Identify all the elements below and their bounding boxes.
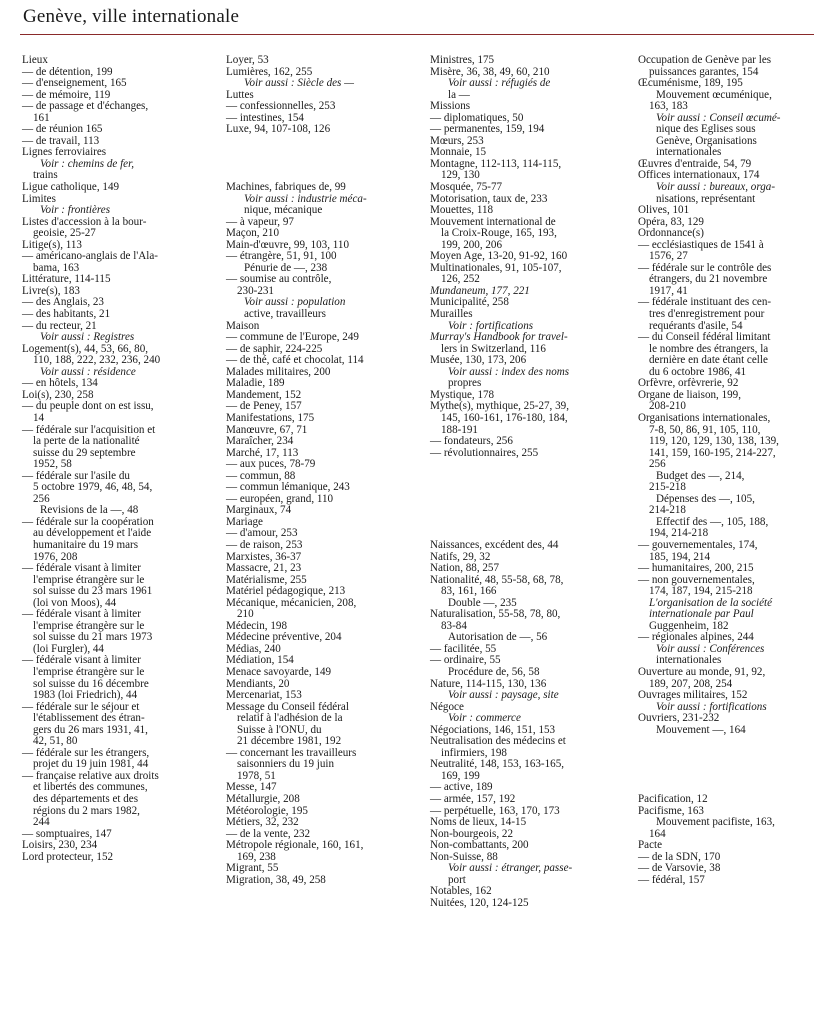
blank-line (638, 759, 824, 771)
index-entry: Organisations internationales, (638, 411, 771, 424)
index-subentry: 141, 159, 160-195, 214-227, (649, 446, 776, 459)
index-subentry: 169, 199 (441, 769, 480, 782)
index-entry: — fédérale sur le contrôle des (638, 261, 772, 274)
index-entry: Maladie, 189 (226, 377, 285, 390)
header-divider (20, 34, 814, 35)
index-subentry: projet du 19 juin 1981, 44 (33, 758, 149, 771)
index-entry: — de réunion 165 (22, 123, 103, 136)
index-entry: Négociations, 146, 151, 153 (430, 723, 556, 736)
blank-line (638, 771, 824, 783)
index-entry: — gouvernementales, 174, (638, 538, 758, 551)
index-entry: Musée, 130, 173, 206 (430, 354, 527, 367)
index-subentry: 161 (33, 111, 50, 124)
index-subentry: 185, 194, 214 (649, 550, 711, 563)
index-entry: — du peuple dont on est issu, (22, 400, 154, 413)
index-subentry: Mouvement œcuménique, (656, 88, 772, 101)
blank-line (226, 159, 416, 171)
index-entry: Non-bourgeois, 22 (430, 827, 513, 840)
index-subentry: 215-218 (649, 481, 686, 494)
index-entry: Natifs, 29, 32 (430, 550, 491, 563)
index-entry: — intestines, 154 (226, 111, 304, 124)
index-entry: Naturalisation, 55-58, 78, 80, (430, 608, 561, 621)
index-entry: — de Peney, 157 (226, 400, 302, 413)
index-entry: Maison (226, 319, 260, 332)
index-subentry: Mouvement —, 164 (656, 723, 746, 736)
index-entry: Malades militaires, 200 (226, 365, 331, 378)
index-entry: — fédérale visant à limiter (22, 562, 141, 575)
index-subentry: Revisions de la —, 48 (40, 504, 139, 517)
index-entry: Maraîcher, 234 (226, 435, 294, 448)
blank-line (430, 494, 620, 506)
index-entry: — étrangère, 51, 91, 100 (226, 250, 337, 263)
index-entry: Matérialisme, 255 (226, 573, 307, 586)
index-entry: Mercenariat, 153 (226, 689, 302, 702)
index-subentry: 1976, 208 (33, 550, 78, 563)
index-entry: — humanitaires, 200, 215 (638, 562, 754, 575)
index-entry: Orfèvre, orfèvrerie, 92 (638, 377, 739, 390)
index-entry: Listes d'accession à la bour- (22, 215, 147, 228)
index-subentry: Voir aussi : population (244, 296, 346, 309)
index-entry: — de travail, 113 (22, 134, 100, 147)
index-subentry: l'emprise étrangère sur le (33, 665, 145, 678)
index-entry: Mendiants, 20 (226, 677, 290, 690)
index-entry: Œuvres d'entraide, 54, 79 (638, 157, 752, 170)
index-entry: Municipalité, 258 (430, 296, 509, 309)
index-entry: Marxistes, 36-37 (226, 550, 302, 563)
index-subentry: la perte de la nationalité (33, 435, 140, 448)
index-subentry: 256 (649, 458, 666, 471)
blank-line (226, 136, 416, 148)
index-subentry: Voir aussi : industrie méca- (244, 192, 367, 205)
blank-line (638, 748, 824, 760)
index-subentry: 230-231 (237, 284, 274, 297)
index-subentry: trains (33, 169, 58, 182)
index-entry: Marché, 17, 113 (226, 446, 299, 459)
index-entry: Mariage (226, 515, 263, 528)
blank-line (638, 736, 824, 748)
index-subentry: gers du 26 mars 1931, 41, (33, 723, 148, 736)
index-subentry: Voir aussi : étranger, passe- (448, 862, 573, 875)
index-entry: Ordonnance(s) (638, 227, 704, 240)
index-subentry: la — (448, 88, 470, 101)
index-subentry: puissances garantes, 154 (649, 65, 759, 78)
index-entry: Métropole régionale, 160, 161, (226, 839, 364, 852)
index-subentry: sol suisse du 16 décembre (33, 677, 149, 690)
index-subentry: bama, 163 (33, 261, 80, 274)
index-entry: Montagne, 112-113, 114-115, (430, 157, 562, 170)
index-subentry: 83-84 (441, 619, 467, 632)
index-entry: — facilitée, 55 (430, 642, 497, 655)
index-entry: Ouverture au monde, 91, 92, (638, 665, 766, 678)
index-subentry: 208-210 (649, 400, 686, 413)
index-entry: Luttes (226, 88, 254, 101)
index-entry: Loi(s), 230, 258 (22, 388, 94, 401)
index-subentry: geoisie, 25-27 (33, 227, 96, 240)
index-subentry: 199, 200, 206 (441, 238, 503, 251)
index-entry: Pacifisme, 163 (638, 804, 704, 817)
index-entry: — européen, grand, 110 (226, 492, 334, 505)
index-entry: Migration, 38, 49, 258 (226, 873, 326, 886)
index-subentry: Guggenheim, 182 (649, 619, 729, 632)
index-subentry: Autorisation de —, 56 (448, 631, 548, 644)
index-entry: — de la SDN, 170 (638, 850, 721, 863)
index-entry: — active, 189 (430, 781, 493, 794)
index-entry: Nationalité, 48, 55-58, 68, 78, (430, 573, 564, 586)
index-entry: — fédérale sur la coopération (22, 515, 154, 528)
index-entry: Littérature, 114-115 (22, 273, 111, 286)
blank-line (430, 482, 620, 494)
index-entry: Mandement, 152 (226, 388, 302, 401)
index-subentry: Double —, 235 (448, 596, 517, 609)
index-entry: Mécanique, mécanicien, 208, (226, 596, 357, 609)
index-subentry: le nombre des étrangers, la (649, 342, 769, 355)
index-subentry: port (448, 873, 466, 886)
index-entry: Murailles (430, 308, 473, 321)
index-subentry: humanitaire du 19 mars (33, 538, 139, 551)
index-entry: Négoce (430, 700, 464, 713)
index-subentry: 126, 252 (441, 273, 480, 286)
index-entry: Missions (430, 100, 471, 113)
blank-line (430, 459, 620, 471)
index-entry: — fédérale sur le séjour et (22, 700, 140, 713)
index-subentry: 188-191 (441, 423, 478, 436)
index-subentry: Mouvement pacifiste, 163, (656, 816, 775, 829)
index-subentry: Voir aussi : résidence (40, 365, 136, 378)
index-entry: — française relative aux droits (22, 769, 159, 782)
index-subentry: sol suisse du 21 mars 1973 (33, 631, 153, 644)
index-entry: Murray's Handbook for travel- (430, 331, 568, 344)
index-entry: Luxe, 94, 107-108, 126 (226, 123, 331, 136)
index-entry: Misère, 36, 38, 49, 60, 210 (430, 65, 550, 78)
index-entry: Non-combattants, 200 (430, 839, 529, 852)
index-subentry: 119, 120, 129, 130, 138, 139, (649, 435, 779, 448)
index-entry: Monnaie, 15 (430, 146, 487, 159)
index-entry: Ouvrages militaires, 152 (638, 689, 748, 702)
index-subentry: saisonniers du 19 juin (237, 758, 335, 771)
index-column-4 (638, 55, 824, 886)
index-subentry: requérants d'asile, 54 (649, 319, 743, 332)
index-subentry: Pénurie de —, 238 (244, 261, 328, 274)
index-entry: Message du Conseil fédéral (226, 700, 349, 713)
index-subentry: 1576, 27 (649, 250, 688, 263)
index-subentry: (loi von Moos), 44 (33, 596, 117, 609)
index-subentry: Voir aussi : réfugiés de (448, 77, 551, 90)
index-subentry: dernière en date étant celle (649, 354, 768, 367)
index-entry: Olives, 101 (638, 204, 690, 217)
index-subentry: internationales (656, 146, 722, 159)
index-entry: Métiers, 32, 232 (226, 816, 299, 829)
index-subentry: et libertés des communes, (33, 781, 148, 794)
index-entry: Maçon, 210 (226, 227, 279, 240)
index-entry: — régionales alpines, 244 (638, 631, 754, 644)
index-subentry: l'établissement des étran- (33, 712, 145, 725)
index-entry: Manœuvre, 67, 71 (226, 423, 308, 436)
index-subentry: Budget des —, 214, (656, 469, 745, 482)
index-entry: — fédérale sur l'asile du (22, 469, 130, 482)
index-column-1 (22, 55, 212, 863)
index-entry: Mouettes, 118 (430, 204, 494, 217)
index-entry: — commun lémanique, 243 (226, 481, 350, 494)
index-entry: Médiation, 154 (226, 654, 294, 667)
index-column-3 (430, 55, 620, 909)
index-entry: Neutralisation des médecins et (430, 735, 566, 748)
index-entry: Lord protecteur, 152 (22, 850, 114, 863)
page-header (23, 6, 239, 28)
index-entry: — de passage et d'échanges, (22, 100, 149, 113)
index-subentry: régions du 2 mars 1982, (33, 804, 140, 817)
index-entry: Nuitées, 120, 124-125 (430, 896, 529, 909)
index-subentry: 145, 160-161, 176-180, 184, (441, 411, 568, 424)
index-entry: — d'amour, 253 (226, 527, 298, 540)
index-entry: — du recteur, 21 (22, 319, 97, 332)
index-subentry: 42, 51, 80 (33, 735, 78, 748)
index-entry: Nation, 88, 257 (430, 562, 500, 575)
index-entry: Messe, 147 (226, 781, 277, 794)
index-subentry: nique, mécanique (244, 204, 323, 217)
index-subentry: lers in Switzerland, 116 (441, 342, 546, 355)
blank-line (430, 471, 620, 483)
index-subentry: Voir : chemins de fer, (40, 157, 134, 170)
index-entry: — diplomatiques, 50 (430, 111, 524, 124)
index-subentry: sol suisse du 23 mars 1961 (33, 585, 153, 598)
index-entry: — non gouvernementales, (638, 573, 755, 586)
index-entry: Mœurs, 253 (430, 134, 484, 147)
index-entry: — à vapeur, 97 (226, 215, 294, 228)
index-subentry: 256 (33, 492, 50, 505)
index-entry: — fédérale sur les étrangers, (22, 746, 150, 759)
index-entry: Occupation de Genève par les (638, 54, 772, 66)
index-entry: — fédérale sur l'acquisition et (22, 423, 156, 436)
index-entry: — de raison, 253 (226, 538, 303, 551)
index-subentry: suisse du 29 septembre (33, 446, 136, 459)
index-entry: Météorologie, 195 (226, 804, 308, 817)
index-subentry: propres (448, 377, 482, 390)
index-entry: — en hôtels, 134 (22, 377, 98, 390)
index-entry: — permanentes, 159, 194 (430, 123, 545, 136)
index-subentry: 1917, 41 (649, 284, 688, 297)
index-subentry: Procédure de, 56, 58 (448, 665, 540, 678)
index-subentry: Voir aussi : Conférences (656, 642, 765, 655)
index-subentry: du 6 octobre 1986, 41 (649, 365, 747, 378)
index-entry: — fédérale visant à limiter (22, 654, 141, 667)
index-entry: Médecine préventive, 204 (226, 631, 342, 644)
index-entry: Mystique, 178 (430, 388, 495, 401)
index-subentry: Suisse à l'ONU, du (237, 723, 322, 736)
index-entry: — révolutionnaires, 255 (430, 446, 539, 459)
index-entry: — soumise au contrôle, (226, 273, 332, 286)
index-subentry: L'organisation de la société (649, 596, 773, 609)
index-entry: Mundaneum, 177, 221 (430, 284, 530, 297)
index-entry: Organe de liaison, 199, (638, 388, 742, 401)
index-entry: Menace savoyarde, 149 (226, 665, 332, 678)
index-entry: Médecin, 198 (226, 619, 287, 632)
index-entry: Main-d'œuvre, 99, 103, 110 (226, 238, 349, 251)
index-subentry: des départements et des (33, 793, 139, 805)
index-subentry: 129, 130 (441, 169, 480, 182)
index-subentry: Dépenses des —, 105, (656, 492, 755, 505)
index-subentry: 164 (649, 827, 666, 840)
index-subentry: 1978, 51 (237, 769, 276, 782)
index-entry: — de détention, 199 (22, 65, 113, 78)
index-entry: Naissances, excédent des, 44 (430, 538, 559, 551)
index-entry: — ecclésiastiques de 1541 à (638, 238, 764, 251)
index-entry: Litige(s), 113 (22, 238, 82, 251)
index-subentry: Voir aussi : paysage, site (448, 689, 559, 702)
index-subentry: Voir : commerce (448, 712, 521, 725)
index-subentry: l'emprise étrangère sur le (33, 573, 145, 586)
index-entry: Métallurgie, 208 (226, 793, 300, 805)
index-subentry: 194, 214-218 (649, 527, 709, 540)
index-subentry: Voir aussi : bureaux, orga- (656, 181, 776, 194)
index-subentry: Genève, Organisations (656, 134, 757, 147)
index-entry: Lumières, 162, 255 (226, 65, 313, 78)
index-subentry: 1983 (loi Friedrich), 44 (33, 689, 138, 702)
index-subentry: Voir aussi : Registres (40, 331, 135, 344)
index-entry: Massacre, 21, 23 (226, 562, 302, 575)
index-subentry: 7-8, 50, 86, 91, 105, 110, (649, 423, 761, 436)
index-entry: Mosquée, 75-77 (430, 181, 503, 194)
index-subentry: tres d'enregistrement pour (649, 308, 765, 321)
index-entry: Opéra, 83, 129 (638, 215, 704, 228)
index-subentry: Voir aussi : Siècle des — (244, 77, 354, 90)
index-entry: Motorisation, taux de, 233 (430, 192, 548, 205)
blank-line (430, 505, 620, 517)
index-entry: Marginaux, 74 (226, 504, 292, 517)
index-entry: Machines, fabriques de, 99 (226, 181, 346, 194)
index-entry: Médias, 240 (226, 642, 281, 655)
index-entry: — armée, 157, 192 (430, 793, 516, 805)
index-subentry: Voir aussi : Conseil œcumé- (656, 111, 781, 124)
index-entry: — de la vente, 232 (226, 827, 311, 840)
index-entry: Non-Suisse, 88 (430, 850, 498, 863)
index-subentry: étrangers, du 21 novembre (649, 273, 768, 286)
index-entry: — de mémoire, 119 (22, 88, 111, 101)
index-entry: Moyen Age, 13-20, 91-92, 160 (430, 250, 568, 263)
page-title: Genève, ville internationale (23, 6, 240, 27)
index-entry: — somptuaires, 147 (22, 827, 112, 840)
index-entry: Matériel pédagogique, 213 (226, 585, 346, 598)
index-subentry: internationales (656, 654, 722, 667)
index-entry: Ouvriers, 231-232 (638, 712, 720, 725)
index-entry: Nature, 114-115, 130, 136 (430, 677, 547, 690)
index-subentry: la Croix-Rouge, 165, 193, (441, 227, 557, 240)
index-entry: Offices internationaux, 174 (638, 169, 760, 182)
index-entry: — confessionnelles, 253 (226, 100, 336, 113)
index-entry: — fédérale instituant des cen- (638, 296, 772, 309)
index-entry: Limites (22, 192, 56, 205)
index-entry: Loisirs, 230, 234 (22, 839, 98, 852)
index-subentry: 83, 161, 166 (441, 585, 497, 598)
index-entry: Noms de lieux, 14-15 (430, 816, 527, 829)
index-entry: Ministres, 175 (430, 54, 495, 66)
index-entry: — d'enseignement, 165 (22, 77, 127, 90)
index-entry: Mouvement international de (430, 215, 556, 228)
index-subentry: au développement et l'aide (33, 527, 152, 540)
index-entry: — de thé, café et chocolat, 114 (226, 354, 364, 367)
index-entry: Loyer, 53 (226, 54, 269, 66)
index-subentry: 14 (33, 411, 45, 424)
index-subentry: active, travailleurs (244, 308, 326, 321)
index-entry: Livre(s), 183 (22, 284, 80, 297)
index-entry: Lieux (22, 54, 48, 66)
blank-line (430, 517, 620, 529)
index-entry: Neutralité, 148, 153, 163-165, (430, 758, 565, 771)
index-entry: Migrant, 55 (226, 862, 279, 875)
index-subentry: Voir : frontières (40, 204, 111, 217)
index-subentry: infirmiers, 198 (441, 746, 507, 759)
index-entry: — fondateurs, 256 (430, 435, 513, 448)
index-subentry: nisations, représentant (656, 192, 756, 205)
index-subentry: Voir aussi : fortifications (656, 700, 767, 713)
index-entry: — perpétuelle, 163, 170, 173 (430, 804, 560, 817)
index-entry: Logement(s), 44, 53, 66, 80, (22, 342, 149, 355)
index-subentry: 110, 188, 222, 232, 236, 240 (33, 354, 161, 367)
index-entry: — concernant les travailleurs (226, 746, 357, 759)
index-subentry: relatif à l'adhésion de la (237, 712, 343, 725)
index-entry: — fédéral, 157 (638, 873, 705, 886)
index-entry: — ordinaire, 55 (430, 654, 501, 667)
index-subentry: 214-218 (649, 504, 686, 517)
index-subentry: (loi Furgler), 44 (33, 642, 104, 655)
index-subentry: Voir : fortifications (448, 319, 534, 332)
index-subentry: 5 octobre 1979, 46, 48, 54, (33, 481, 153, 494)
index-subentry: Voir aussi : index des noms (448, 365, 570, 378)
index-entry: — américano-anglais de l'Ala- (22, 250, 158, 263)
index-subentry: 169, 238 (237, 850, 276, 863)
index-entry: — commune de l'Europe, 249 (226, 331, 359, 344)
index-entry: Lignes ferroviaires (22, 146, 107, 159)
index-entry: Notables, 162 (430, 885, 492, 898)
blank-line (226, 147, 416, 159)
index-subentry: Effectif des —, 105, 188, (656, 515, 769, 528)
index-subentry: internationale par Paul (649, 608, 754, 621)
index-entry: Pacte (638, 839, 663, 852)
index-entry: — de saphir, 224-225 (226, 342, 323, 355)
index-subentry: 174, 187, 194, 215-218 (649, 585, 753, 598)
index-entry: — du Conseil fédéral limitant (638, 331, 771, 344)
index-entry: — de Varsovie, 38 (638, 862, 721, 875)
index-entry: — aux puces, 78-79 (226, 458, 316, 471)
index-entry: — des Anglais, 23 (22, 296, 104, 309)
index-entry: — fédérale visant à limiter (22, 608, 141, 621)
index-subentry: 189, 207, 208, 254 (649, 677, 733, 690)
index-entry: — commun, 88 (226, 469, 296, 482)
index-entry: Œcuménisme, 189, 195 (638, 77, 743, 90)
index-entry: Manifestations, 175 (226, 411, 315, 424)
index-subentry: l'emprise étrangère sur le (33, 619, 145, 632)
index-subentry: 244 (33, 816, 50, 829)
index-column-2 (226, 55, 416, 886)
index-entry: Mythe(s), mythique, 25-27, 39, (430, 400, 569, 413)
index-subentry: 210 (237, 608, 254, 621)
index-entry: Multinationales, 91, 105-107, (430, 261, 562, 274)
index-entry: — des habitants, 21 (22, 308, 111, 321)
index-subentry: 163, 183 (649, 100, 688, 113)
index-subentry: 1952, 58 (33, 458, 72, 471)
index-subentry: 21 décembre 1981, 192 (237, 735, 342, 748)
index-entry: Ligue catholique, 149 (22, 181, 120, 194)
index-subentry: nique des Eglises sous (656, 123, 756, 136)
index-entry: Pacification, 12 (638, 793, 708, 805)
